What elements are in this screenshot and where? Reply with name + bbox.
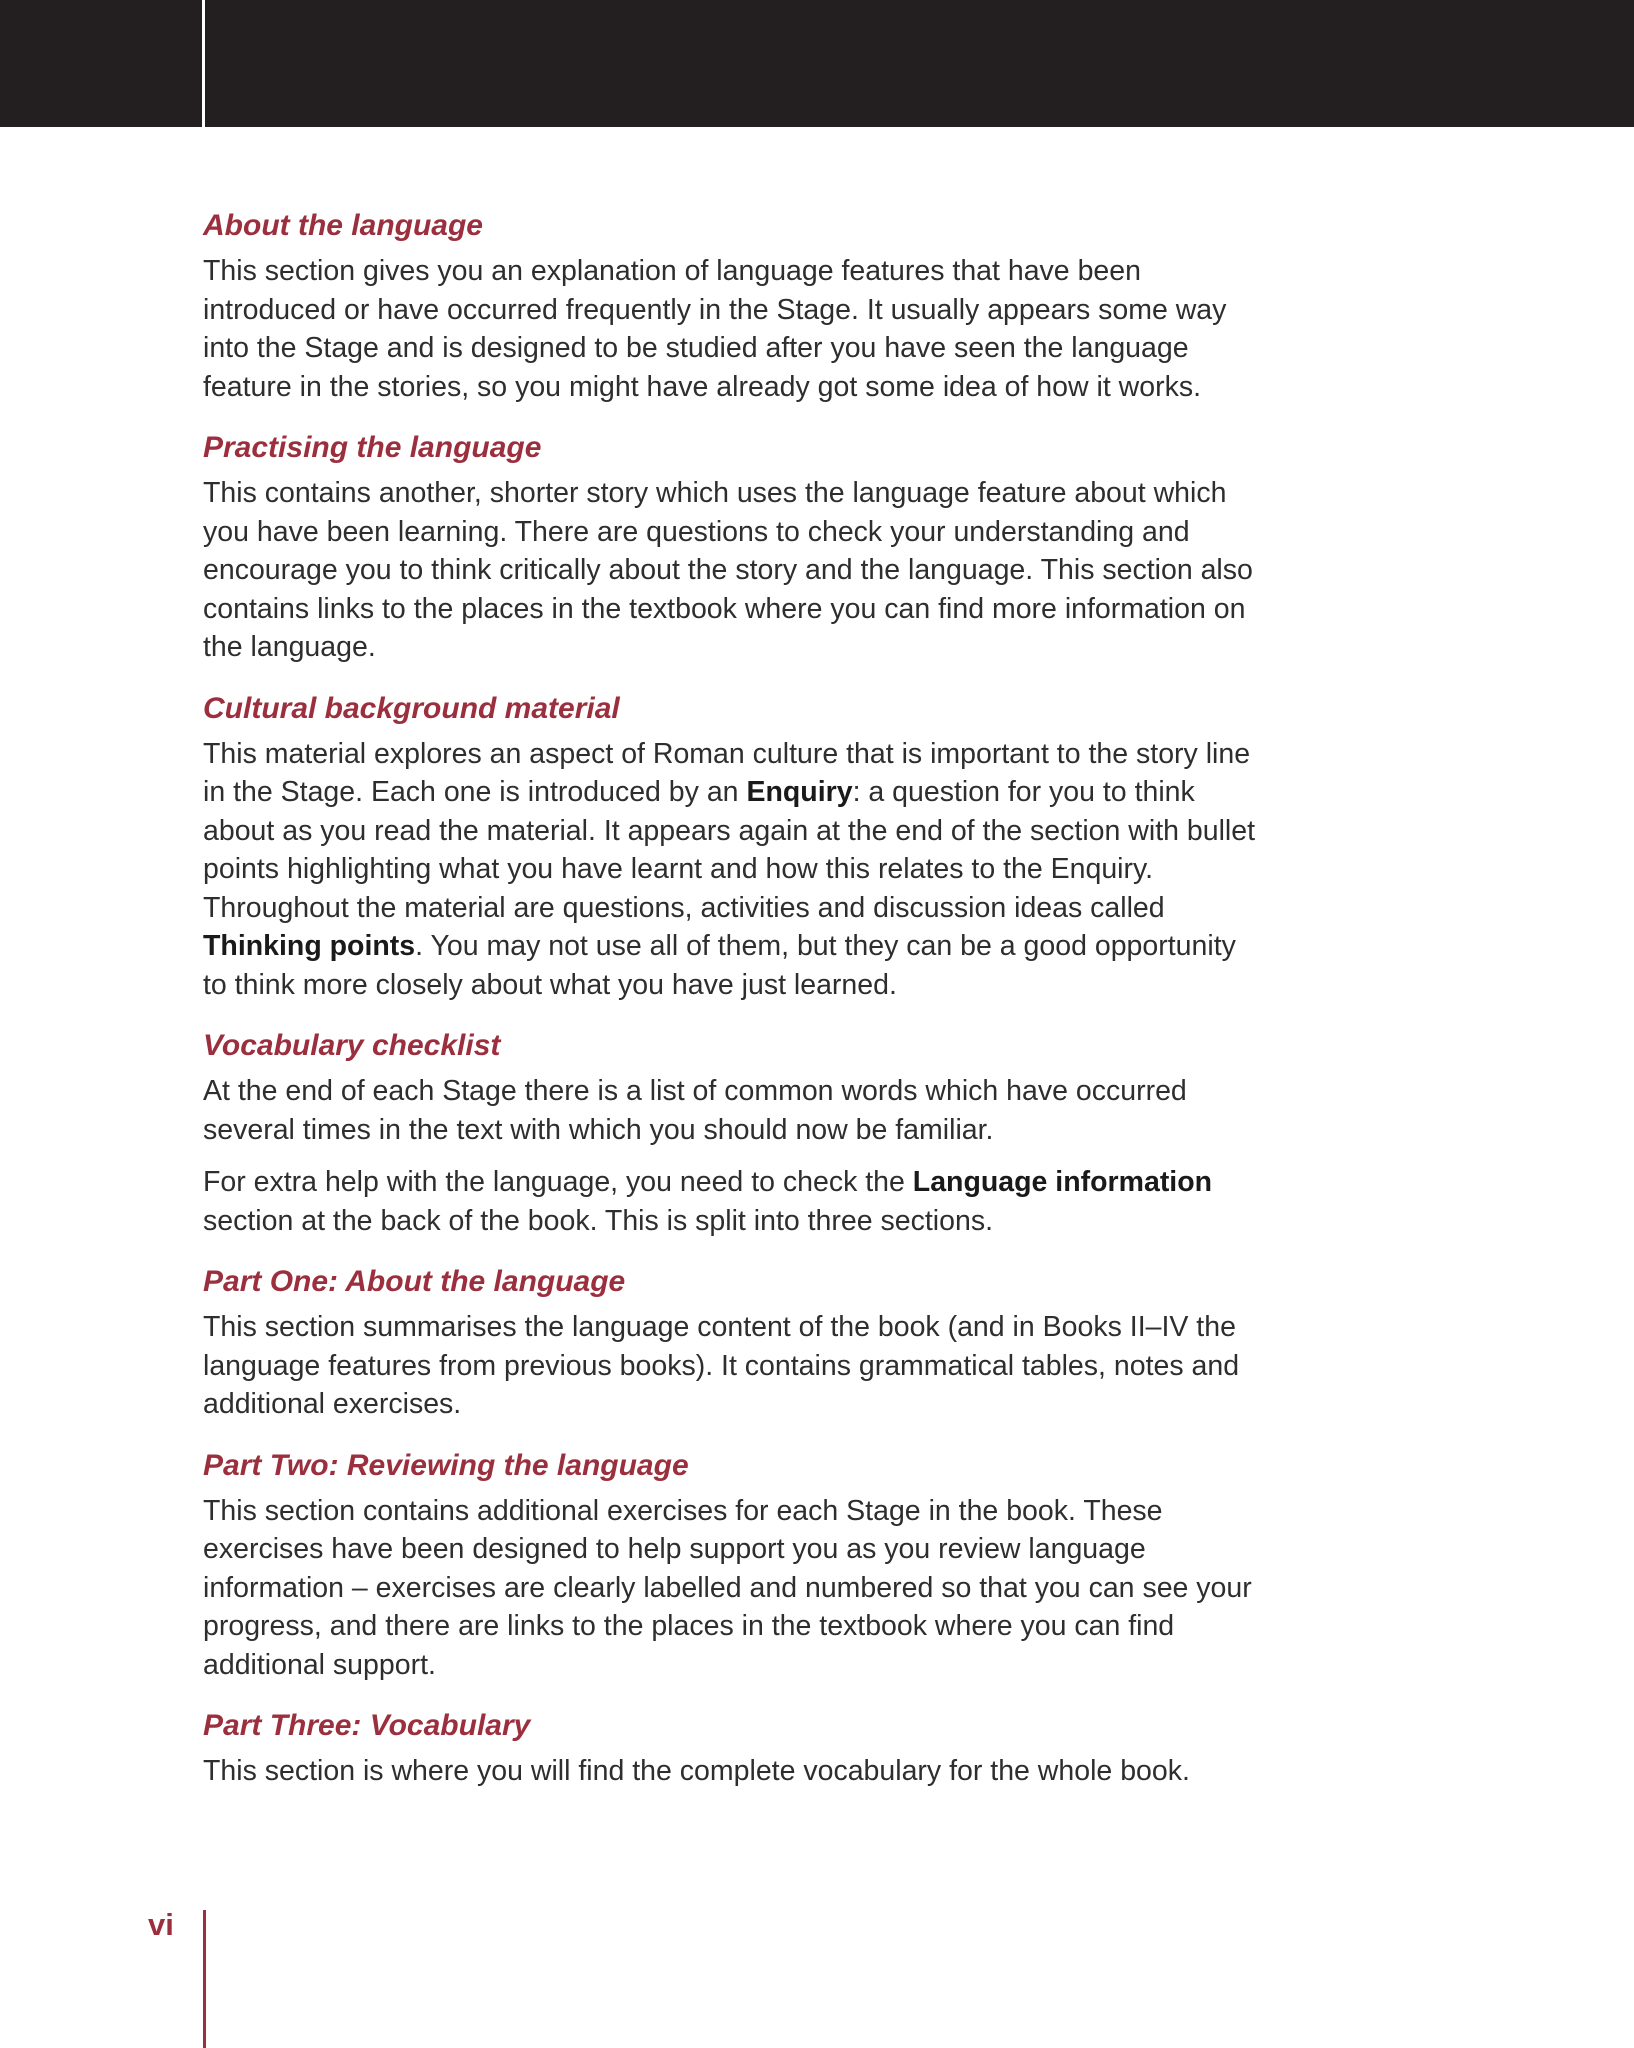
text-run: . You may not use all of them, but they can be a good opportunity to think more closely about what you have just learned. [203,930,1236,1001]
paragraph-part-three: This section is where you will find the complete vocabulary for the whole book. [203,1755,1190,1787]
term-language-information: Language information [912,1166,1213,1198]
paragraph-vocabulary-checklist: At the end of each Stage there is a list of common words which have occurred several times in the text with which you should now be familiar. [203,1075,1187,1146]
paragraph-part-one: This section summarises the language content of the book (and in Books II–IV the language features from previous books). It contains grammatical tables, notes and additional exercises. [203,1311,1240,1420]
heading-about-the-language: About the language [203,209,483,242]
paragraph-extra-help [203,1163,1263,1240]
text-run: section at the back of the book. This is split into three sections. [203,1204,993,1237]
heading-part-one: Part One: About the language [203,1265,626,1298]
paragraph-part-two: This section contains additional exercises for each Stage in the book. These exercises have been designed to help support you as you review language information – exercises are clearly labelled and numbered so that you can see your progress, and there are links to the places in the textbook where you can find additional support. [203,1494,1252,1681]
paragraph-about-the-language: This section gives you an explanation of language features that have been introduced or have occurred frequently in the Stage. It usually appears some way into the Stage and is designed to be studied after you have seen the language feature in the stories, so you might have already got some idea of how it works. [203,255,1227,403]
term-enquiry: Enquiry [746,776,853,808]
term-thinking-points: Thinking points [203,930,416,962]
page-number: vi [148,1907,174,1942]
heading-cultural-background: Cultural background material [203,691,620,725]
paragraph-cultural-background [203,735,1263,1005]
header-bar [0,0,1634,127]
heading-practising-the-language: Practising the language [203,431,542,464]
heading-part-two: Part Two: Reviewing the language [203,1448,689,1482]
page-content [203,206,1263,1813]
header-divider [202,0,205,127]
heading-vocabulary-checklist: Vocabulary checklist [203,1029,501,1062]
paragraph-practising-the-language: This contains another, shorter story which uses the language feature about which you have been learning. There are questions to check your understanding and encourage you to think critically about the story and the language. This section also contains links to the places in the textbook where you can find more information on the language. [203,477,1253,663]
footer-rule [203,1910,206,2048]
heading-part-three: Part Three: Vocabulary [203,1709,531,1742]
text-run: : a question for you to think about as you read the material. It appears again at the end of the section with bullet points highlighting what you have learnt and how this relates to the Enquiry. Throughout the material are questions, activities and discussion ideas called [203,776,1256,924]
text-run: For extra help with the language, you need to check the [203,1166,913,1198]
text-run: This material explores an aspect of Roman culture that is important to the story line in the Stage. Each one is introduced by an [203,737,1251,808]
